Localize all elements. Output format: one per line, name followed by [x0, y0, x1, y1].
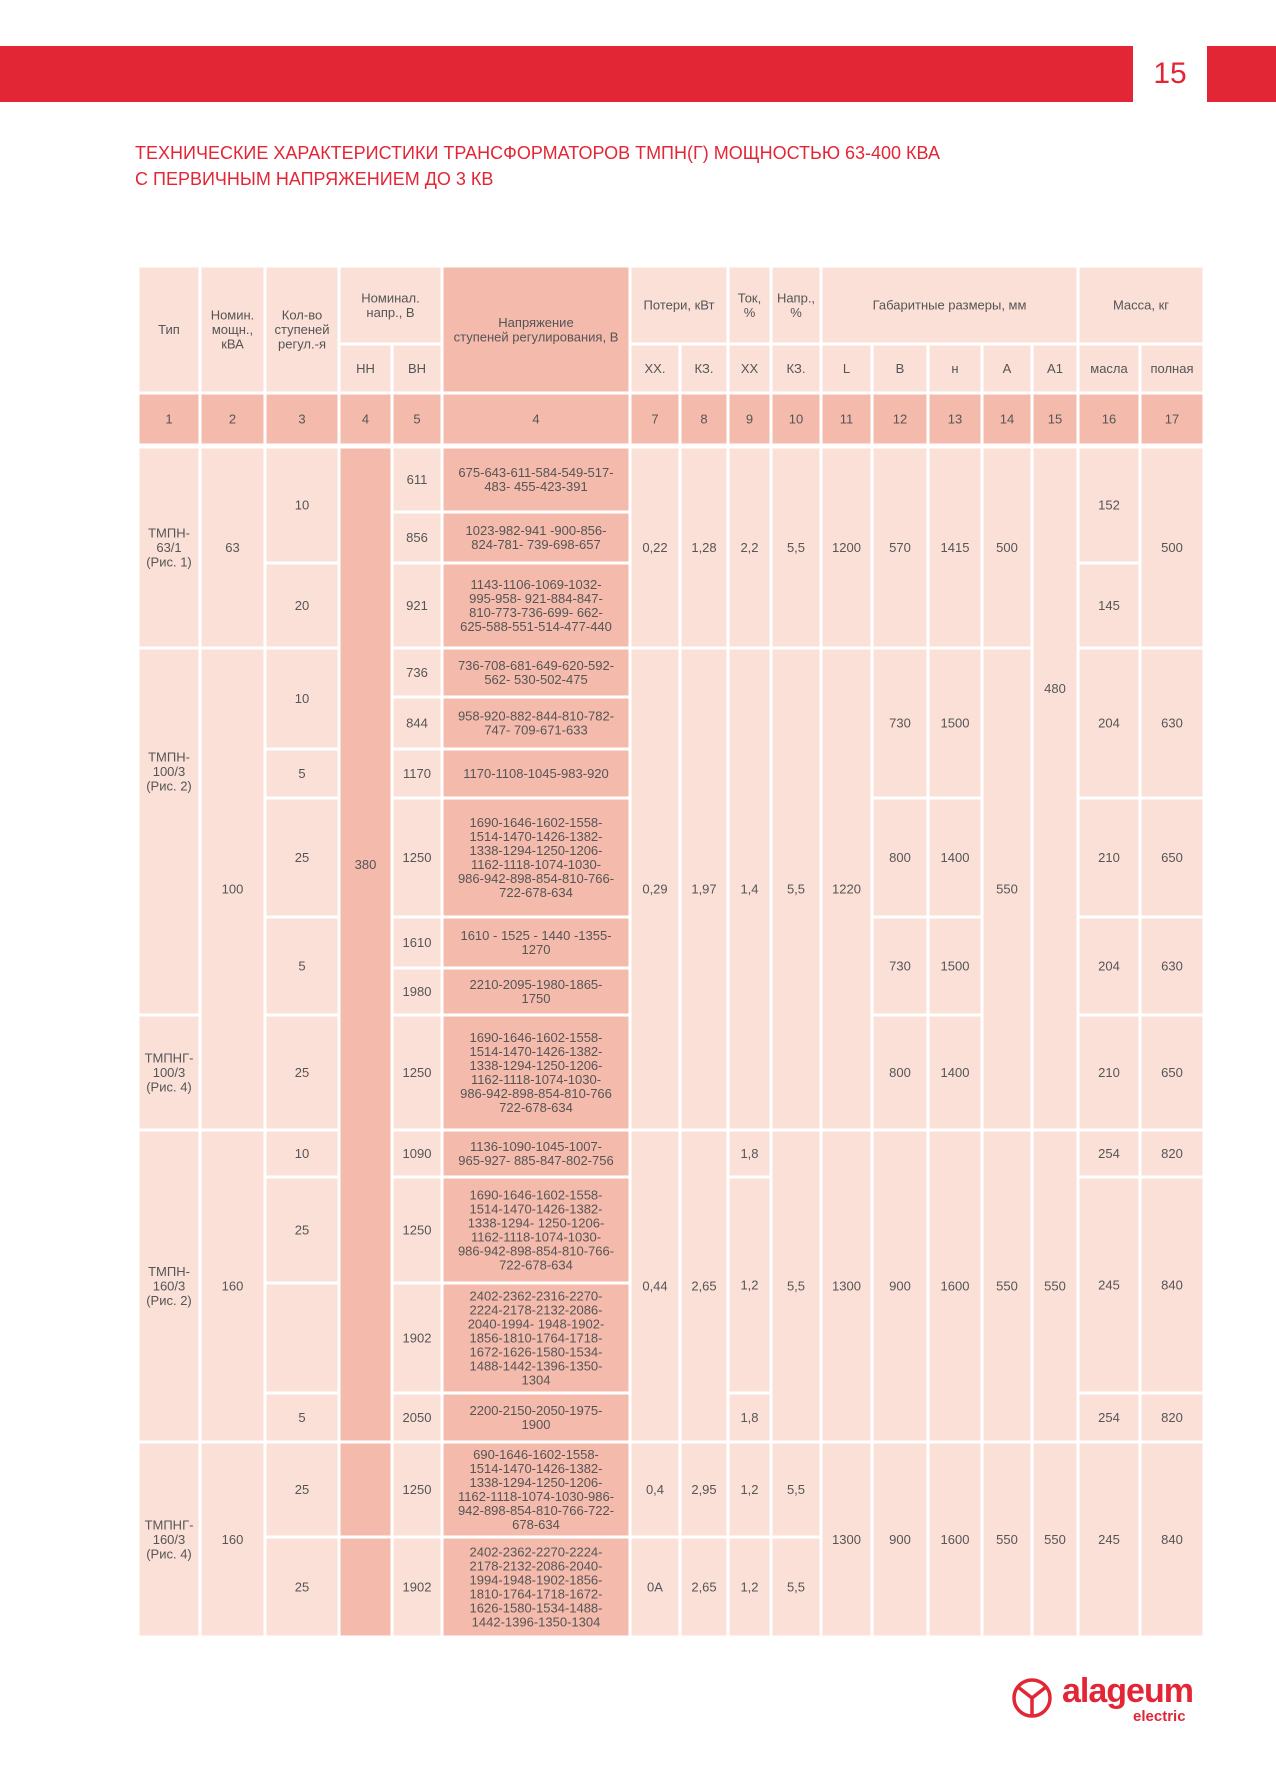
voltage-cell: 5,5 [786, 1579, 806, 1595]
header-number: 4 [532, 411, 540, 427]
mass-full-cell: 820 [1161, 1146, 1183, 1162]
mass-full-cell: 630 [1161, 715, 1183, 731]
mass-full-cell: 840 [1161, 1532, 1183, 1548]
header-number: 17 [1164, 411, 1180, 427]
dim-l-cell: 1300 [832, 1532, 861, 1548]
power-cell: 160 [221, 1278, 244, 1294]
bn-cell: 736 [406, 665, 428, 681]
header-number: 10 [788, 411, 804, 427]
step-voltage-cell: 736-708-681-649-620-592-562- 530-502-475 [457, 658, 615, 688]
header-number: 8 [700, 411, 708, 427]
header-dim-b: B [895, 361, 905, 377]
dim-a-cell: 550 [996, 1532, 1018, 1548]
dim-l-cell: 1220 [832, 881, 861, 897]
type-cell: ТМПН-160/3 (Рис. 2) [146, 1264, 192, 1309]
bn-cell: 1250 [402, 850, 432, 866]
loss-xx-cell: 0А [647, 1579, 663, 1595]
header-hn: НН [356, 361, 375, 377]
mass-oil-cell: 254 [1098, 1146, 1120, 1162]
mass-full-cell: 650 [1161, 1065, 1183, 1081]
loss-kz-cell: 2,95 [691, 1482, 717, 1498]
mass-oil-cell: 210 [1098, 1065, 1120, 1081]
bn-cell: 921 [406, 598, 428, 614]
title-line-2: С ПЕРВИЧНЫМ НАПРЯЖЕНИЕМ ДО 3 КВ [135, 169, 494, 189]
mass-oil-cell: 204 [1098, 958, 1120, 974]
loss-kz-cell: 1,97 [691, 881, 717, 897]
bn-cell: 1980 [402, 984, 432, 1000]
bn-cell: 611 [406, 472, 428, 488]
dim-a1-cell: 480 [1044, 681, 1066, 697]
dim-a-cell: 550 [996, 1278, 1018, 1294]
title-line-1: ТЕХНИЧЕСКИЕ ХАРАКТЕРИСТИКИ ТРАНСФОРМАТОРОВ ТМПН(Г) МОЩНОСТЬЮ 63-400 КВА [135, 143, 940, 163]
logo-sub: electric [1133, 1708, 1186, 1725]
header-number: 4 [361, 411, 370, 427]
current-cell: 1,2 [740, 1482, 759, 1498]
mass-full-cell: 650 [1161, 850, 1183, 866]
current-cell: 1,2 [740, 1579, 759, 1595]
loss-xx-cell: 0,29 [642, 881, 668, 897]
mass-oil-cell: 152 [1098, 497, 1120, 513]
current-cell: 1,8 [740, 1410, 759, 1426]
step-voltage-cell: 958-920-882-844-810-782-747- 709-671-633 [457, 708, 615, 738]
type-cell: ТМПНГ-160/3 (Рис. 4) [144, 1517, 194, 1562]
mass-oil-cell: 245 [1098, 1277, 1120, 1293]
steps-cell-bg [267, 1285, 338, 1392]
dim-h-cell: 1600 [940, 1532, 970, 1548]
bn-cell: 1250 [402, 1065, 432, 1081]
header-bn: ВН [407, 361, 427, 377]
dim-a-cell: 550 [996, 881, 1018, 897]
header-loss-kz: КЗ. [694, 361, 714, 377]
header-voltage-kz: КЗ. [786, 361, 806, 377]
dim-h-cell: 1415 [940, 540, 970, 556]
loss-xx-cell: 0,22 [642, 540, 668, 556]
voltage-cell: 5,5 [786, 881, 806, 897]
logo-word: alageum [1062, 1672, 1193, 1710]
header-dims: Габаритные размеры, мм [872, 297, 1027, 313]
current-cell: 2,2 [740, 540, 759, 556]
dim-l-cell: 1200 [832, 540, 861, 556]
hn-cell-bg [341, 1444, 391, 1536]
hn-cell-bg [341, 1539, 391, 1636]
dim-b-cell: 800 [889, 1065, 911, 1081]
hn-cell: 380 [354, 857, 377, 873]
dim-h-cell: 1500 [940, 715, 970, 731]
type-cell: ТМПНГ-100/3 (Рис. 4) [144, 1050, 194, 1095]
current-cell: 1,8 [740, 1146, 759, 1162]
dim-l-cell: 1300 [832, 1278, 861, 1294]
header-dim-a: A [1002, 361, 1012, 377]
loss-kz-cell: 2,65 [691, 1579, 717, 1595]
step-voltage-cell: 1610 - 1525 - 1440 -1355-1270 [460, 928, 612, 958]
page-number: 15 [1153, 57, 1187, 90]
steps-cell: 20 [294, 598, 310, 614]
header-number: 1 [165, 411, 173, 427]
dim-b-cell: 900 [889, 1278, 911, 1294]
steps-cell: 10 [294, 1146, 310, 1162]
header-number: 14 [999, 411, 1015, 427]
header-number: 9 [745, 411, 754, 427]
loss-xx-cell: 0,44 [642, 1278, 668, 1294]
step-voltage-cell: 1690-1646-1602-1558-1514-1470-1426-1382-1338-1294- 1250-1206-1162-1118-1074-1030-986-942-898-854-810-766-722-678-634 [457, 1187, 615, 1273]
power-cell: 160 [221, 1532, 244, 1548]
header-dim-l: L [842, 361, 851, 377]
step-voltage-cell: 1170-1108-1045-983-920 [463, 766, 609, 782]
voltage-cell: 5,5 [786, 1278, 806, 1294]
bn-cell: 844 [406, 715, 428, 731]
dim-h-cell: 1500 [940, 958, 970, 974]
step-voltage-cell: 690-1646-1602-1558-1514-1470-1426-1382-1338-1294-1250-1206-1162-1118-1074-1030-986-942-898-854-810-766-722-678-634 [457, 1447, 615, 1533]
current-cell: 1,2 [740, 1277, 759, 1293]
steps-cell: 25 [294, 1065, 310, 1081]
type-cell-bg [140, 650, 199, 1014]
header-number: 5 [413, 411, 421, 427]
steps-cell: 5 [298, 766, 306, 782]
header-number: 13 [947, 411, 963, 427]
header-step-voltage: Напряжение ступеней регулирования, В [453, 314, 619, 345]
bn-cell: 1090 [402, 1146, 432, 1162]
dim-a-cell: 500 [996, 540, 1018, 556]
bn-cell: 2050 [402, 1410, 432, 1426]
logo [1010, 1672, 1220, 1732]
mass-oil-cell: 204 [1098, 715, 1120, 731]
step-voltage-cell: 1023-982-941 -900-856-824-781- 739-698-657 [465, 523, 607, 553]
dim-a1-cell: 550 [1044, 1532, 1066, 1548]
header-losses: Потери, кВт [643, 297, 715, 313]
dim-h-cell: 1600 [940, 1278, 970, 1294]
type-cell: ТМПН-63/1 (Рис. 1) [146, 525, 192, 570]
power-cell: 63 [225, 540, 240, 556]
header-dim-h: н [951, 361, 959, 377]
header-current-xx: ХХ [740, 361, 759, 377]
dim-h-cell: 1400 [940, 850, 970, 866]
header-number: 16 [1101, 411, 1117, 427]
header-nom-voltage: Номинал. напр., В [361, 290, 420, 320]
step-voltage-cell: 1143-1106-1069-1032-995-958- 921-884-847-810-773-736-699- 662-625-588-551-514-477-440 [460, 577, 612, 635]
header-voltage-pct: Напр., % [776, 290, 816, 320]
header-current: Ток, % [737, 290, 762, 320]
bn-cell: 1902 [402, 1330, 432, 1346]
steps-cell: 5 [298, 958, 306, 974]
header-mass: Масса, кг [1112, 297, 1170, 313]
step-voltage-cell: 2200-2150-2050-1975-1900 [469, 1403, 603, 1433]
step-voltage-cell: 2210-2095-1980-1865-1750 [469, 977, 603, 1007]
dim-a1-cell: 550 [1044, 1278, 1066, 1294]
step-voltage-cell: 675-643-611-584-549-517-483- 455-423-391 [458, 465, 614, 495]
loss-xx-cell: 0,4 [645, 1482, 665, 1498]
header-type: Тип [158, 322, 180, 338]
current-cell: 1,4 [740, 881, 759, 897]
header-number: 3 [298, 411, 306, 427]
type-cell: ТМПН-100/3 (Рис. 2) [146, 749, 192, 794]
steps-cell: 5 [298, 1410, 306, 1426]
dim-b-cell: 570 [889, 540, 911, 556]
steps-cell: 25 [294, 1579, 310, 1595]
loss-kz-cell: 2,65 [691, 1278, 717, 1294]
header-dim-a1: A1 [1047, 361, 1063, 377]
voltage-cell: 5,5 [786, 1482, 806, 1498]
steps-cell: 10 [294, 691, 310, 707]
mass-oil-cell: 210 [1098, 850, 1120, 866]
mass-oil-cell: 245 [1098, 1532, 1120, 1548]
steps-cell: 10 [294, 497, 310, 513]
dim-b-cell: 800 [889, 850, 911, 866]
step-voltage-cell: 1136-1090-1045-1007-965-927- 885-847-802-756 [458, 1139, 614, 1169]
power-cell: 100 [221, 881, 244, 897]
dim-h-cell: 1400 [940, 1065, 970, 1081]
logo-mark-icon [1010, 1676, 1060, 1726]
bn-cell: 1902 [402, 1579, 432, 1595]
dim-b-cell: 730 [889, 715, 911, 731]
mass-full-cell: 840 [1161, 1277, 1183, 1293]
voltage-cell: 5,5 [786, 540, 806, 556]
bn-cell: 856 [406, 530, 428, 546]
header-mass-oil: масла [1090, 361, 1128, 377]
mass-oil-cell: 254 [1098, 1410, 1120, 1426]
step-voltage-cell: 2402-2362-2316-2270-2224-2178-2132-2086-2040-1994- 1948-1902-1856-1810-1764-1718-1672-1626-1580-1534-1488-1442-1396-1350-1304 [467, 1288, 605, 1388]
mass-oil-cell: 145 [1098, 598, 1120, 614]
bn-cell: 1610 [402, 935, 432, 951]
header-steps: Кол-во ступеней регул.-я [274, 307, 330, 352]
bn-cell: 1250 [402, 1222, 432, 1238]
steps-cell: 25 [294, 1482, 310, 1498]
header-power: Номин. мощн., кВА [210, 307, 255, 352]
header-number: 11 [839, 411, 854, 427]
hn-cell-bg [341, 449, 391, 1441]
step-voltage-cell: 1690-1646-1602-1558-1514-1470-1426-1382-1338-1294-1250-1206-1162-1118-1074-1030-986-942-898-854-810-766 722-678-634 [460, 1030, 612, 1116]
step-voltage-cell: 2402-2362-2270-2224-2178-2132-2086-2040-1994-1948-1902-1856-1810-1764-1718-1672-1626-1580-1534-1488-1442-1396-1350-1304 [469, 1544, 603, 1630]
mass-full-cell: 630 [1161, 958, 1183, 974]
steps-cell: 25 [294, 850, 310, 866]
dim-b-cell: 900 [889, 1532, 911, 1548]
bn-cell: 1170 [403, 766, 431, 782]
header-number: 7 [651, 411, 659, 427]
header-loss-xx: ХХ. [644, 361, 666, 377]
mass-full-cell: 500 [1161, 540, 1183, 556]
header-number: 2 [228, 411, 237, 427]
header-number: 15 [1047, 411, 1063, 427]
steps-cell: 25 [294, 1222, 310, 1238]
mass-full-cell: 820 [1161, 1410, 1183, 1426]
header-mass-full: полная [1150, 361, 1194, 377]
dim-a1-cell-bg [1034, 449, 1077, 1129]
bn-cell: 1250 [402, 1482, 432, 1498]
header-number: 12 [892, 411, 908, 427]
loss-kz-cell: 1,28 [691, 540, 717, 556]
step-voltage-cell: 1690-1646-1602-1558-1514-1470-1426-1382-1338-1294-1250-1206-1162-1118-1074-1030-986-942-898-854-810-766-722-678-634 [457, 815, 615, 901]
dim-b-cell: 730 [889, 958, 911, 974]
